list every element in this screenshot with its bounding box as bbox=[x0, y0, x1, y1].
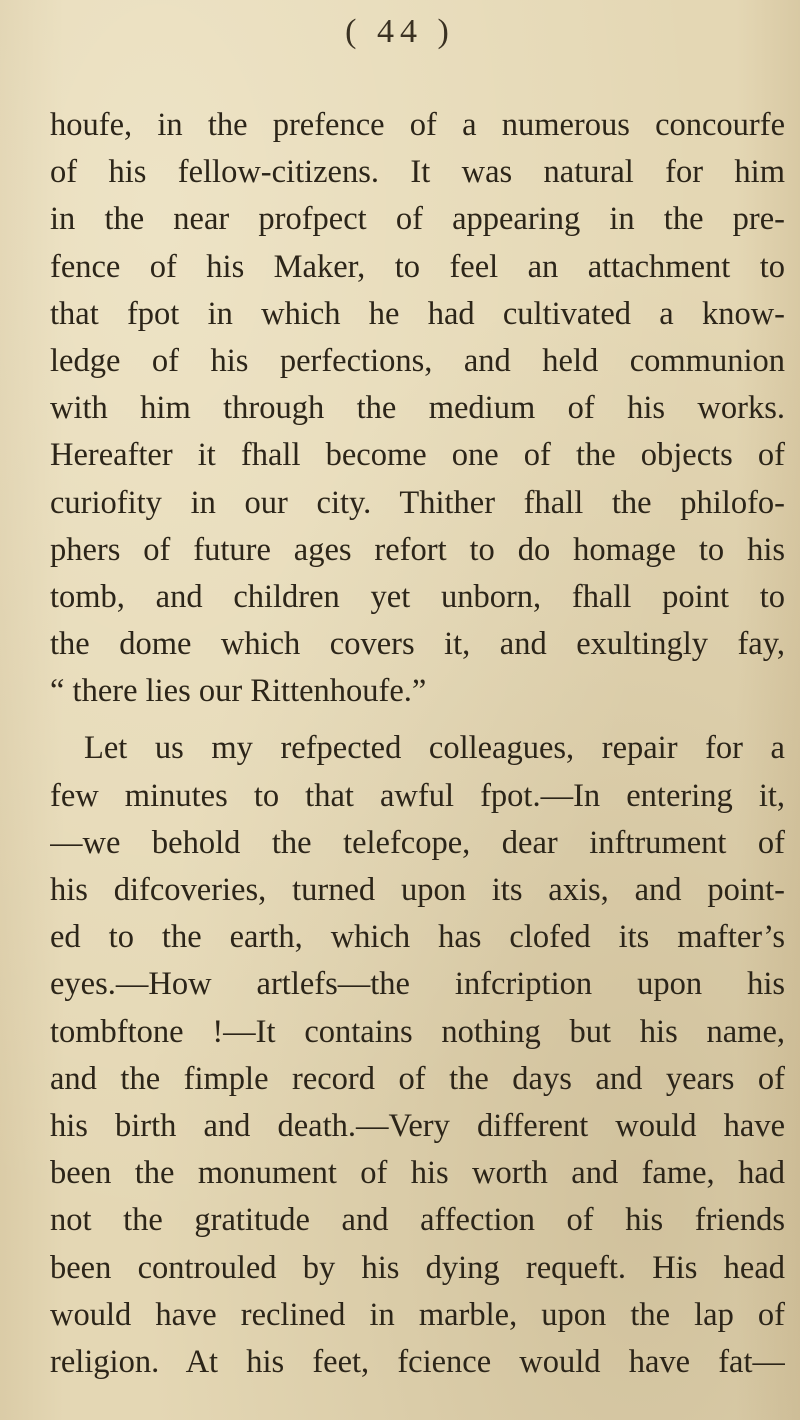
text-line: that fpot in which he had cultivated a know- bbox=[50, 295, 785, 332]
text-line: ledge of his perfections, and held communion bbox=[50, 342, 785, 379]
text-line: tombftone !—It contains nothing but his name, bbox=[50, 1013, 785, 1050]
paragraph-1 bbox=[50, 102, 785, 715]
body-text bbox=[50, 102, 785, 1386]
paragraph-gap bbox=[50, 715, 785, 725]
text-line: religion. At his feet, fcience would have fat— bbox=[50, 1343, 785, 1380]
text-line: Let us my refpected colleagues, repair for a bbox=[84, 730, 785, 767]
text-line: been controuled by his dying requeft. His head bbox=[50, 1249, 785, 1286]
text-line: of his fellow-citizens. It was natural for him bbox=[50, 154, 785, 191]
text-line: “ there lies our Rittenhoufe.” bbox=[50, 673, 427, 710]
text-line: few minutes to that awful fpot.—In entering it, bbox=[50, 777, 785, 814]
text-line: been the monument of his worth and fame, had bbox=[50, 1155, 785, 1192]
text-line: ed to the earth, which has clofed its mafter’s bbox=[50, 919, 785, 956]
text-line: with him through the medium of his works. bbox=[50, 390, 785, 427]
page-number: ( 44 ) bbox=[345, 13, 455, 50]
text-line: eyes.—How artlefs—the infcription upon his bbox=[50, 966, 785, 1003]
text-line: fence of his Maker, to feel an attachment to bbox=[50, 248, 785, 285]
text-line: not the gratitude and affection of his friends bbox=[50, 1202, 785, 1239]
paragraph-2 bbox=[50, 725, 785, 1386]
text-line: the dome which covers it, and exultingly fay, bbox=[50, 626, 785, 663]
text-line: —we behold the telefcope, dear inftrument of bbox=[50, 824, 785, 861]
text-line: in the near profpect of appearing in the pre- bbox=[50, 201, 785, 238]
text-line: phers of future ages refort to do homage to his bbox=[50, 531, 785, 568]
text-line: tomb, and children yet unborn, fhall point to bbox=[50, 578, 785, 615]
text-line: his difcoveries, turned upon its axis, and point- bbox=[50, 872, 785, 908]
text-line: his birth and death.—Very different would have bbox=[50, 1107, 785, 1144]
text-line: would have reclined in marble, upon the lap of bbox=[50, 1296, 785, 1333]
text-line: Hereafter it fhall become one of the objects of bbox=[50, 437, 785, 474]
text-line: and the fimple record of the days and years of bbox=[50, 1060, 785, 1097]
text-line: curiofity in our city. Thither fhall the philofo- bbox=[50, 484, 785, 521]
text-line: houfe, in the prefence of a numerous concourfe bbox=[50, 107, 785, 143]
